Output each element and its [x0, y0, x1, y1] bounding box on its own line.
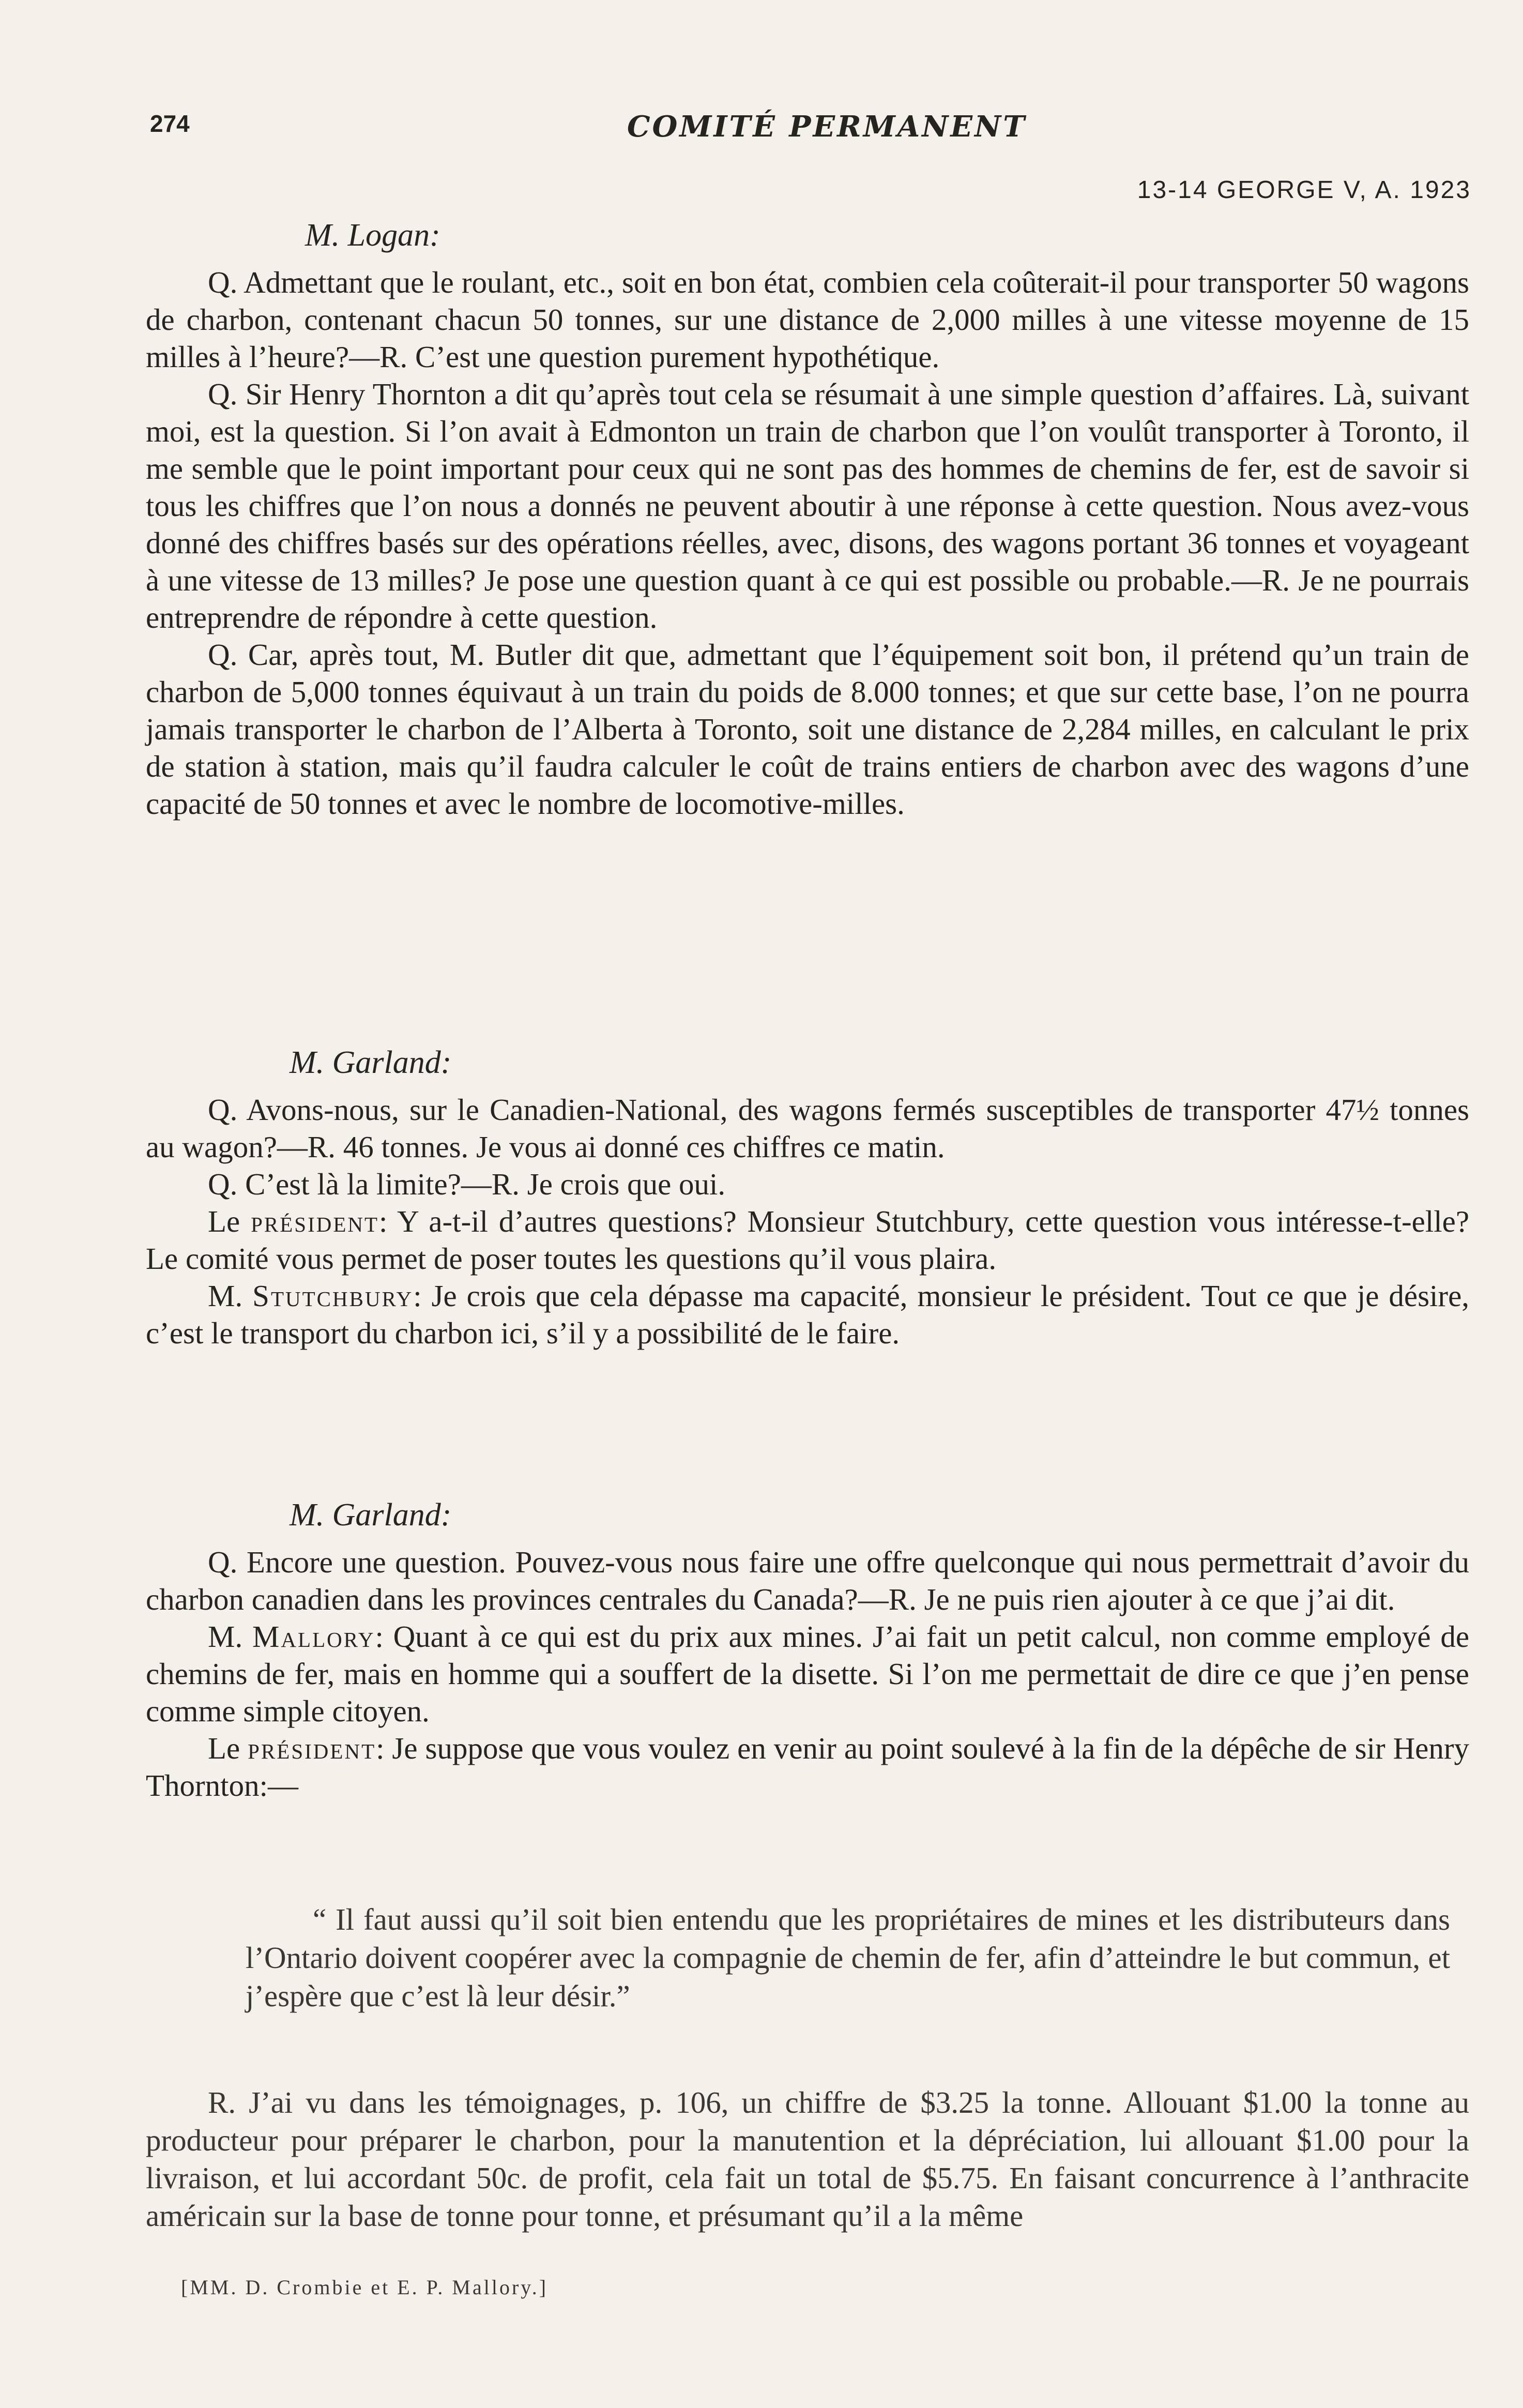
paragraph: Q. C’est là la limite?—R. Je crois que oui. — [208, 1167, 726, 1201]
speaker-prefix: Le — [208, 1731, 240, 1765]
paragraph: Q. Admettant que le roulant, etc., soit en bon état, combien cela coûterait-il pour transporter 50 wagons de charbon, contenant chacun 50 tonnes, sur une distance de 2,000 milles à une vitesse moyenne de 15 milles à l’heure?—R. C’est une question purement hypothétique. — [146, 265, 1469, 374]
speech-text: : Quant à ce qui est du prix aux mines. J’ai fait un petit calcul, non comme employé de chemins de fer, mais en homme qui a souffert de la disette. Si l’on me permettait de dire ce que j’en pense comme simple citoyen. — [146, 1619, 1470, 1728]
speech-text: : Y a-t-il d’autres questions? Monsieur Stutchbury, cette question vous intéresse-t-elle? Le comité vous permet de poser toutes les questions qu’il vous plaira. — [146, 1204, 1470, 1276]
speaker-heading-garland-2: M. Garland: — [290, 1497, 452, 1533]
speech-text: : Je suppose que vous voulez en venir au point soulevé à la fin de la dépêche de sir Henry Thornton:— — [146, 1731, 1470, 1803]
paragraph — [146, 1203, 1469, 1277]
paragraph: Q. Encore une question. Pouvez-vous nous faire une offre quelconque qui nous permettrait d’avoir du charbon canadien dans les provinces centrales du Canada?—R. Je ne puis rien ajouter à ce que j’ai dit. — [146, 1545, 1469, 1616]
quote-text: “ Il faut aussi qu’il soit bien entendu que les propriétaires de mines et les distributeurs dans l’Ontario doivent coopérer avec la compagnie de chemin de fer, afin d’atteindre le but commun, et j’espère que c’est là leur désir.” — [246, 1902, 1450, 2013]
section-garland-2 — [146, 1543, 1469, 1804]
section-logan — [146, 264, 1469, 822]
paragraph — [146, 1618, 1469, 1730]
speaker-prefix: M. — [208, 1619, 243, 1654]
speaker-prefix: Le — [208, 1204, 240, 1238]
quoted-dispatch — [246, 1900, 1450, 2015]
speaker-name: président — [248, 1731, 376, 1765]
speaker-heading-logan: M. Logan: — [305, 218, 440, 253]
paragraph: Q. Sir Henry Thornton a dit qu’après tout cela se résumait à une simple question d’affaires. Là, suivant moi, est la question. Si l’on avait à Edmonton un train de charbon que l’on voulût transporter à Toronto, il me semble que le point important pour ceux qui ne sont pas des hommes de chemins de fer, est de savoir si tous les chiffres que l’on nous a donnés ne peuvent aboutir à une réponse à cette question. Nous avez-vous donné des chiffres basés sur des opérations réelles, avec, disons, des wagons portant 36 tonnes et voyageant à une vitesse de 13 milles? Je pose une question quant à ce qui est possible ou probable.—R. Je ne pourrais entreprendre de répondre à cette question. — [146, 377, 1469, 634]
speaker-name: Stutchbury — [252, 1279, 414, 1313]
speaker-name: président — [251, 1204, 379, 1238]
section-garland-1 — [146, 1091, 1469, 1352]
paragraph — [146, 1277, 1469, 1352]
speech-text: : Je crois que cela dépasse ma capacité, monsieur le président. Tout ce que je désire, c’est le transport du charbon ici, s’il y a possibilité de le faire. — [146, 1279, 1469, 1350]
speaker-heading-garland: M. Garland: — [290, 1045, 452, 1080]
paragraph — [146, 1730, 1469, 1804]
speaker-name: Mallory — [252, 1619, 375, 1654]
reply-paragraph — [146, 2084, 1469, 2235]
page-number: 274 — [150, 110, 190, 137]
session-reference: 13-14 GEORGE V, A. 1923 — [1137, 176, 1471, 204]
running-title: COMITÉ PERMANENT — [627, 110, 1027, 144]
paragraph: Q. Avons-nous, sur le Canadien-National, des wagons fermés susceptibles de transporter 47½ tonnes au wagon?—R. 46 tonnes. Je vous ai donné ces chiffres ce matin. — [146, 1093, 1469, 1164]
paragraph: Q. Car, après tout, M. Butler dit que, admettant que l’équipement soit bon, il prétend qu’un train de charbon de 5,000 tonnes équivaut à un train du poids de 8.000 tonnes; et que sur cette base, l’on ne pourra jamais transporter le charbon de l’Alberta à Toronto, soit une distance de 2,284 milles, en calculant le prix de station à station, mais qu’il faudra calculer le coût de trains entiers de charbon avec des wagons d’une capacité de 50 tonnes et avec le nombre de locomotive-milles. — [146, 638, 1469, 821]
paragraph: R. J’ai vu dans les témoignages, p. 106, un chiffre de $3.25 la tonne. Allouant $1.00 la tonne au producteur pour préparer le charbon, pour la manutention et la dépréciation, lui allouant $1.00 pour la livraison, et lui accordant 50c. de profit, cela fait un total de $5.75. En faisant concurrence à l’anthracite américain sur la base de tonne pour tonne, et présumant qu’il a la même — [146, 2085, 1469, 2233]
speaker-prefix: M. — [208, 1279, 243, 1313]
witnesses-footer: [MM. D. Crombie et E. P. Mallory.] — [181, 2276, 549, 2299]
